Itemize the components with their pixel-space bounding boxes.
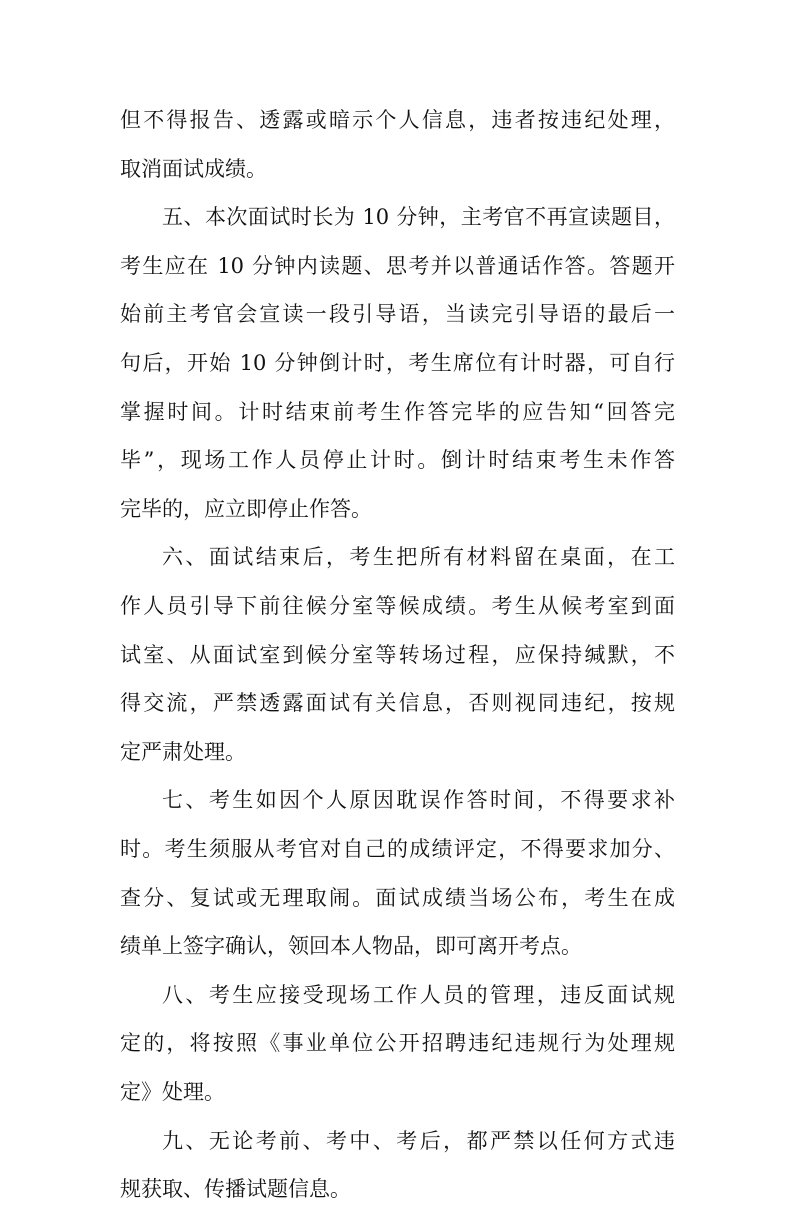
text-line: 九、无论考前、考中、考后，都严禁以任何方式违: [162, 1128, 675, 1153]
text-line: 始前主考官会宣读一段引导语，当读完引导语的最后一: [120, 302, 675, 327]
text-line: 时。考生须服从考官对自己的成绩评定，不得要求加分、: [120, 837, 675, 861]
text-line: 但不得报告、透露或暗示个人信息，违者按违纪处理，: [120, 108, 675, 132]
text-line: 掌握时间。计时结束前考生作答完毕的应告知“回答完: [120, 399, 675, 424]
text-line: 完毕的，应立即停止作答。: [120, 496, 372, 521]
text-line: 句后，开始 10 分钟倒计时，考生席位有计时器，可自行: [120, 351, 675, 375]
text-line: 七、考生如因个人原因耽误作答时间，不得要求补: [162, 788, 675, 813]
text-line: 定严肃处理。: [120, 739, 246, 764]
text-line: 八、考生应接受现场工作人员的管理，违反面试规: [162, 982, 675, 1007]
text-line: 考生应在 10 分钟内读题、思考并以普通话作答。答题开: [120, 253, 675, 278]
text-line: 毕”，现场工作人员停止计时。倒计时结束考生未作答: [120, 448, 675, 473]
text-line: 定》处理。: [120, 1080, 225, 1104]
text-line: 定的，将按照《事业单位公开招聘违纪违规行为处理规: [120, 1031, 675, 1056]
text-line: 作人员引导下前往候分室等候成绩。考生从候考室到面: [120, 594, 675, 618]
text-line: 试室、从面试室到候分室等转场过程，应保持缄默，不: [120, 642, 675, 667]
text-line: 规获取、传播试题信息。: [120, 1177, 351, 1202]
text-line: 查分、复试或无理取闹。面试成绩当场公布，考生在成: [120, 885, 675, 910]
text-line: 绩单上签字确认，领回本人物品，即可离开考点。: [120, 934, 582, 959]
text-line: 五、本次面试时长为 10 分钟，主考官不再宣读题目，: [162, 205, 675, 230]
text-line: 六、面试结束后，考生把所有材料留在桌面，在工: [162, 545, 675, 570]
text-line: 得交流，严禁透露面试有关信息，否则视同违纪，按规: [120, 691, 675, 716]
text-line: 取消面试成绩。: [120, 156, 267, 181]
